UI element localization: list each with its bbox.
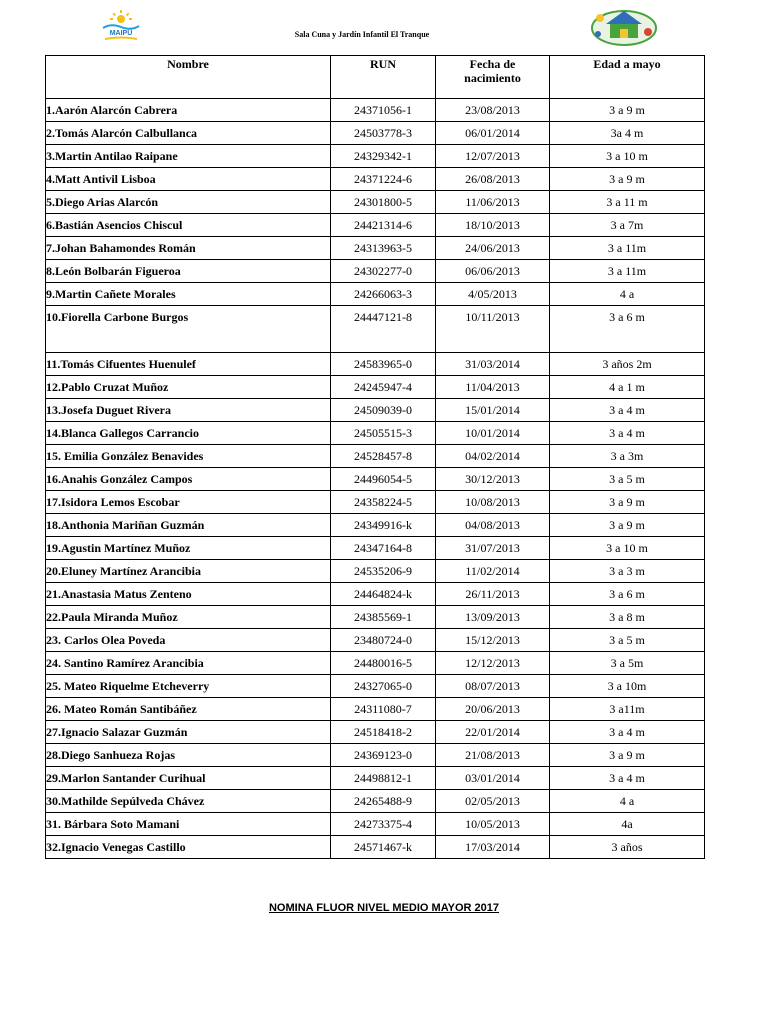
student-list-table	[45, 55, 705, 859]
cell-run: 24371056-1	[331, 99, 436, 122]
cell-edad: 3 a 11m	[550, 237, 705, 260]
table-row	[46, 790, 705, 813]
cell-run: 24327065-0	[331, 675, 436, 698]
cell-fecha: 06/06/2013	[436, 260, 550, 283]
cell-run: 24421314-6	[331, 214, 436, 237]
cell-nombre: 5.Diego Arias Alarcón	[46, 191, 331, 214]
cell-run: 24498812-1	[331, 767, 436, 790]
cell-nombre: 20.Eluney Martínez Arancibia	[46, 560, 331, 583]
cell-edad: 4 a 1 m	[550, 376, 705, 399]
cell-fecha: 12/07/2013	[436, 145, 550, 168]
cell-nombre: 8.León Bolbarán Figueroa	[46, 260, 331, 283]
school-title: Sala Cuna y Jardín Infantil El Tranque	[294, 30, 430, 39]
cell-nombre: 28.Diego Sanhueza Rojas	[46, 744, 331, 767]
cell-fecha: 23/08/2013	[436, 99, 550, 122]
cell-edad: 3 a 11 m	[550, 191, 705, 214]
cell-run: 24371224-6	[331, 168, 436, 191]
cell-edad: 3 a 6 m	[550, 583, 705, 606]
table-body	[46, 99, 705, 859]
table-row	[46, 283, 705, 306]
cell-fecha: 02/05/2013	[436, 790, 550, 813]
table-row	[46, 744, 705, 767]
cell-fecha: 17/03/2014	[436, 836, 550, 859]
table-row	[46, 445, 705, 468]
cell-nombre: 6.Bastián Asencios Chiscul	[46, 214, 331, 237]
cell-run: 24480016-5	[331, 652, 436, 675]
cell-fecha: 31/03/2014	[436, 353, 550, 376]
cell-nombre: 10.Fiorella Carbone Burgos	[46, 306, 331, 353]
table-row	[46, 514, 705, 537]
cell-fecha: 26/08/2013	[436, 168, 550, 191]
cell-edad: 4 a	[550, 283, 705, 306]
cell-nombre: 9.Martin Cañete Morales	[46, 283, 331, 306]
cell-nombre: 14.Blanca Gallegos Carrancio	[46, 422, 331, 445]
cell-nombre: 16.Anahis González Campos	[46, 468, 331, 491]
cell-nombre: 26. Mateo Román Santibáñez	[46, 698, 331, 721]
cell-edad: 3 a 8 m	[550, 606, 705, 629]
cell-nombre: 18.Anthonia Mariñan Guzmán	[46, 514, 331, 537]
cell-edad: 3 a 7m	[550, 214, 705, 237]
cell-edad: 3 a 9 m	[550, 99, 705, 122]
cell-edad: 3 a 6 m	[550, 306, 705, 353]
cell-nombre: 11.Tomás Cifuentes Huenulef	[46, 353, 331, 376]
cell-edad: 3 a 4 m	[550, 767, 705, 790]
cell-nombre: 24. Santino Ramírez Arancibia	[46, 652, 331, 675]
table-row	[46, 606, 705, 629]
table-row	[46, 767, 705, 790]
cell-fecha: 03/01/2014	[436, 767, 550, 790]
cell-run: 24496054-5	[331, 468, 436, 491]
cell-nombre: 4.Matt Antivil Lisboa	[46, 168, 331, 191]
cell-edad: 3 a 10 m	[550, 145, 705, 168]
cell-run: 24447121-8	[331, 306, 436, 353]
table-row	[46, 168, 705, 191]
cell-run: 24571467-k	[331, 836, 436, 859]
cell-nombre: 21.Anastasia Matus Zenteno	[46, 583, 331, 606]
cell-run: 24464824-k	[331, 583, 436, 606]
cell-run: 24349916-k	[331, 514, 436, 537]
cell-run: 24385569-1	[331, 606, 436, 629]
cell-nombre: 22.Paula Miranda Muñoz	[46, 606, 331, 629]
cell-nombre: 25. Mateo Riquelme Etcheverry	[46, 675, 331, 698]
table-row	[46, 468, 705, 491]
cell-run: 24528457-8	[331, 445, 436, 468]
column-header-run: RUN	[331, 56, 436, 99]
cell-run: 24535206-9	[331, 560, 436, 583]
cell-run: 24311080-7	[331, 698, 436, 721]
cell-fecha: 12/12/2013	[436, 652, 550, 675]
cell-edad: 3 a 5 m	[550, 629, 705, 652]
cell-run: 23480724-0	[331, 629, 436, 652]
cell-run: 24509039-0	[331, 399, 436, 422]
cell-fecha: 10/11/2013	[436, 306, 550, 353]
cell-run: 24369123-0	[331, 744, 436, 767]
cell-edad: 3 a 4 m	[550, 399, 705, 422]
table-row	[46, 652, 705, 675]
cell-fecha: 11/04/2013	[436, 376, 550, 399]
cell-edad: 3 a 5m	[550, 652, 705, 675]
table-row	[46, 237, 705, 260]
cell-fecha: 30/12/2013	[436, 468, 550, 491]
table-row	[46, 537, 705, 560]
cell-run: 24265488-9	[331, 790, 436, 813]
cell-edad: 3 a 5 m	[550, 468, 705, 491]
table-row	[46, 491, 705, 514]
table-row	[46, 675, 705, 698]
cell-nombre: 29.Marlon Santander Curihual	[46, 767, 331, 790]
cell-run: 24503778-3	[331, 122, 436, 145]
cell-fecha: 04/02/2014	[436, 445, 550, 468]
cell-fecha: 21/08/2013	[436, 744, 550, 767]
school-logo	[590, 6, 658, 46]
table-row	[46, 376, 705, 399]
table-header-row	[46, 56, 705, 99]
column-header-edad: Edad a mayo	[550, 56, 705, 99]
cell-run: 24273375-4	[331, 813, 436, 836]
cell-run: 24583965-0	[331, 353, 436, 376]
column-header-fecha-label: Fecha de nacimiento	[464, 57, 521, 85]
cell-edad: 3 a 10 m	[550, 537, 705, 560]
cell-edad: 4a	[550, 813, 705, 836]
cell-nombre: 19.Agustin Martínez Muñoz	[46, 537, 331, 560]
cell-fecha: 10/05/2013	[436, 813, 550, 836]
cell-edad: 3 a 9 m	[550, 744, 705, 767]
table-row	[46, 260, 705, 283]
cell-edad: 4 a	[550, 790, 705, 813]
table-row	[46, 399, 705, 422]
cell-edad: 3 a11m	[550, 698, 705, 721]
table-row	[46, 122, 705, 145]
table-row	[46, 698, 705, 721]
cell-run: 24347164-8	[331, 537, 436, 560]
cell-nombre: 2.Tomás Alarcón Calbullanca	[46, 122, 331, 145]
table-row	[46, 145, 705, 168]
cell-edad: 3 a 10m	[550, 675, 705, 698]
cell-fecha: 13/09/2013	[436, 606, 550, 629]
cell-fecha: 15/01/2014	[436, 399, 550, 422]
cell-nombre: 7.Johan Bahamondes Román	[46, 237, 331, 260]
cell-nombre: 31. Bárbara Soto Mamani	[46, 813, 331, 836]
cell-nombre: 1.Aarón Alarcón Cabrera	[46, 99, 331, 122]
cell-edad: 3a 4 m	[550, 122, 705, 145]
cell-fecha: 22/01/2014	[436, 721, 550, 744]
cell-fecha: 24/06/2013	[436, 237, 550, 260]
cell-run: 24302277-0	[331, 260, 436, 283]
cell-edad: 3 años	[550, 836, 705, 859]
cell-edad: 3 a 4 m	[550, 422, 705, 445]
table-row	[46, 560, 705, 583]
cell-fecha: 11/06/2013	[436, 191, 550, 214]
cell-run: 24245947-4	[331, 376, 436, 399]
cell-run: 24329342-1	[331, 145, 436, 168]
cell-run: 24301800-5	[331, 191, 436, 214]
table-row	[46, 191, 705, 214]
cell-nombre: 12.Pablo Cruzat Muñoz	[46, 376, 331, 399]
cell-edad: 3 a 3 m	[550, 560, 705, 583]
table-row	[46, 813, 705, 836]
column-header-fecha	[436, 56, 550, 99]
cell-edad: 3 años 2m	[550, 353, 705, 376]
table-row	[46, 629, 705, 652]
cell-edad: 3 a 4 m	[550, 721, 705, 744]
table-row	[46, 306, 705, 353]
cell-fecha: 4/05/2013	[436, 283, 550, 306]
list-title	[0, 896, 768, 915]
cell-edad: 3 a 11m	[550, 260, 705, 283]
cell-edad: 3 a 9 m	[550, 491, 705, 514]
cell-run: 24505515-3	[331, 422, 436, 445]
cell-fecha: 10/01/2014	[436, 422, 550, 445]
cell-run: 24358224-5	[331, 491, 436, 514]
table-row	[46, 422, 705, 445]
cell-edad: 3 a 9 m	[550, 514, 705, 537]
cell-fecha: 04/08/2013	[436, 514, 550, 537]
cell-fecha: 11/02/2014	[436, 560, 550, 583]
logo-wordmark: MAIPÚ	[109, 30, 133, 37]
cell-edad: 3 a 9 m	[550, 168, 705, 191]
cell-fecha: 18/10/2013	[436, 214, 550, 237]
cell-fecha: 15/12/2013	[436, 629, 550, 652]
cell-run: 24266063-3	[331, 283, 436, 306]
cell-fecha: 06/01/2014	[436, 122, 550, 145]
table-row	[46, 99, 705, 122]
cell-nombre: 15. Emilia González Benavides	[46, 445, 331, 468]
cell-nombre: 32.Ignacio Venegas Castillo	[46, 836, 331, 859]
cell-fecha: 26/11/2013	[436, 583, 550, 606]
cell-edad: 3 a 3m	[550, 445, 705, 468]
cell-fecha: 10/08/2013	[436, 491, 550, 514]
cell-nombre: 3.Martin Antilao Raipane	[46, 145, 331, 168]
table-row	[46, 214, 705, 237]
cell-nombre: 17.Isidora Lemos Escobar	[46, 491, 331, 514]
cell-fecha: 08/07/2013	[436, 675, 550, 698]
cell-fecha: 31/07/2013	[436, 537, 550, 560]
cell-nombre: 27.Ignacio Salazar Guzmán	[46, 721, 331, 744]
table-row	[46, 836, 705, 859]
list-title-text: NOMINA FLUOR NIVEL MEDIO MAYOR 2017	[268, 902, 500, 914]
cell-run: 24313963-5	[331, 237, 436, 260]
table-row	[46, 721, 705, 744]
cell-nombre: 30.Mathilde Sepúlveda Chávez	[46, 790, 331, 813]
cell-nombre: 23. Carlos Olea Poveda	[46, 629, 331, 652]
column-header-nombre: Nombre	[46, 56, 331, 99]
table-row	[46, 353, 705, 376]
cell-nombre: 13.Josefa Duguet Rivera	[46, 399, 331, 422]
cell-fecha: 20/06/2013	[436, 698, 550, 721]
cell-run: 24518418-2	[331, 721, 436, 744]
table-row	[46, 583, 705, 606]
